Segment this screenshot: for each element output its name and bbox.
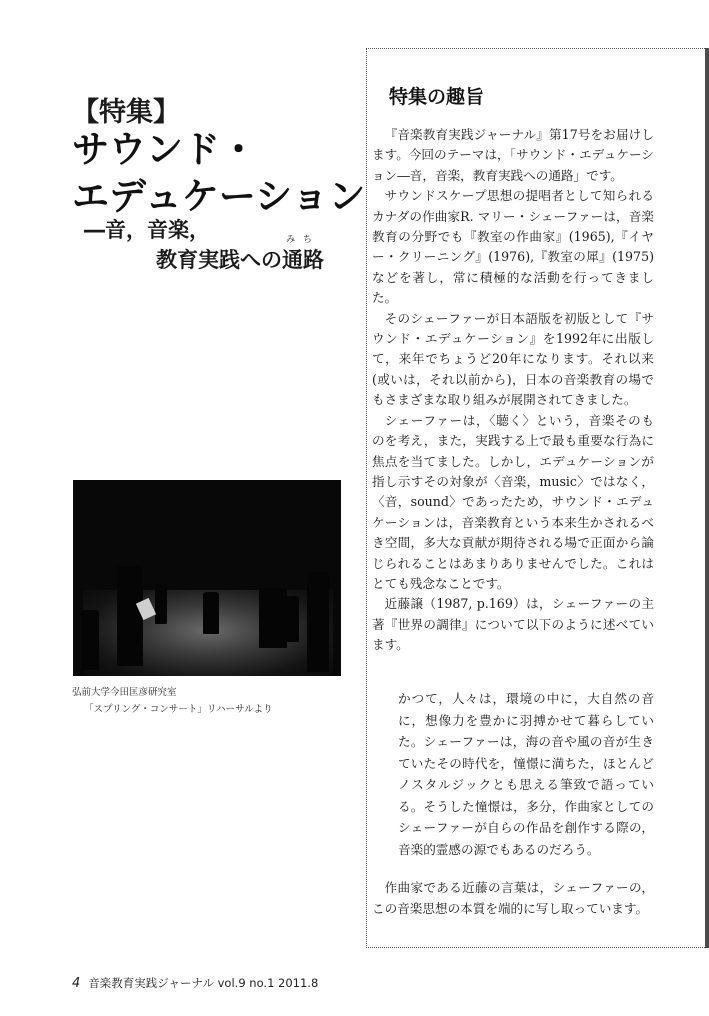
paragraph: そのシェーファーが日本語版を初版として『サウンド・エデュケーション』を1992年に出版して，来年でちょうど20年になります。それ以来(或いは，それ以前から)，日本の音楽教育の場でもさまざまな取り組みが展開されてきました。 <box>372 310 654 408</box>
ruby-reading: みち <box>285 235 320 245</box>
title-line-1: サウンド・ <box>72 128 257 171</box>
paragraph: 『音楽教育実践ジャーナル』第17号をお届けします。今回のテーマは，「サウンド・エデュケーション―音，音楽，教育実践への通路」です。 <box>372 127 654 183</box>
page-edge-shadow <box>705 48 709 948</box>
performer-figure <box>307 572 329 672</box>
feature-tag: 【特集】 <box>72 97 180 128</box>
ruby-word <box>282 235 324 274</box>
subtitle-line-1: ―音，音楽， <box>84 218 210 242</box>
performer-figure <box>117 566 143 666</box>
photo-caption-line-1: 弘前大学今田匡彦研究室 <box>72 687 177 698</box>
paragraph: 近藤譲（1987, p.169）は，シェーファーの主著『世界の調律』について以下のように述べています。 <box>372 596 654 653</box>
quote-text: かつて，人々は，環境の中に，大自然の音に，想像力を豊かに羽搏かせて暮らしていた。シェーファーは，海の音や風の音が生きていたその時代を，憧憬に満ちた，ほとんどノスタルジックとも思える筆致で語っている。そうした憧憬は，多分，作曲家としてのシェーファーが自らの作品を創作する際の，音楽的霊感の源でもあるのだろう。 <box>398 691 654 857</box>
subtitle-line-2 <box>156 235 324 274</box>
photo-caption-line-2: 「スプリング・コンサート」リハーサルより <box>84 704 273 715</box>
paragraph: シェーファーは，〈聴く〉という，音楽そのものを考え，また，実践する上で最も重要な行為に焦点を当てました。しかし，エデュケーションが指し示すその対象が〈音楽，music〉ではなく，〈音，sound〉であったため，サウンド・エデュケーションは，音楽教育という本来生かされるべき空間，多大な貢献が期待される場で正面から論じられることはあまりありませんでした。これはとても残念なことです。 <box>372 412 654 591</box>
intro-body <box>372 125 654 656</box>
closing-text: 作曲家である近藤の言葉は，シェーファーの，この音楽思想の本質を端的に写し取っています。 <box>372 880 654 916</box>
block-quote <box>398 688 654 860</box>
performer-figure <box>155 584 167 624</box>
page-number: 4 <box>72 976 81 991</box>
concert-photo <box>73 480 341 676</box>
section-heading: 特集の趣旨 <box>389 86 485 108</box>
subtitle-line-2-text: 教育実践への <box>156 248 282 272</box>
page-footer <box>72 975 318 991</box>
ruby-base: 通路 <box>282 248 324 272</box>
closing-paragraph <box>372 877 654 919</box>
main-title <box>72 126 365 220</box>
paragraph: サウンドスケープ思想の提唱者として知られるカナダの作曲家R. マリー・シェーファーは，音楽教育の分野でも『教室の作曲家』(1965),『イヤー・クリーニング』(1976),『教室の犀』(1975)などを著し，常に積極的な活動を行ってきました。 <box>372 188 654 306</box>
performer-figure <box>283 596 299 642</box>
journal-info: 音楽教育実践ジャーナル vol.9 no.1 2011.8 <box>88 976 319 990</box>
performer-figure <box>81 610 99 670</box>
performer-figure <box>203 592 219 634</box>
title-line-2: エデュケーション <box>72 175 366 218</box>
